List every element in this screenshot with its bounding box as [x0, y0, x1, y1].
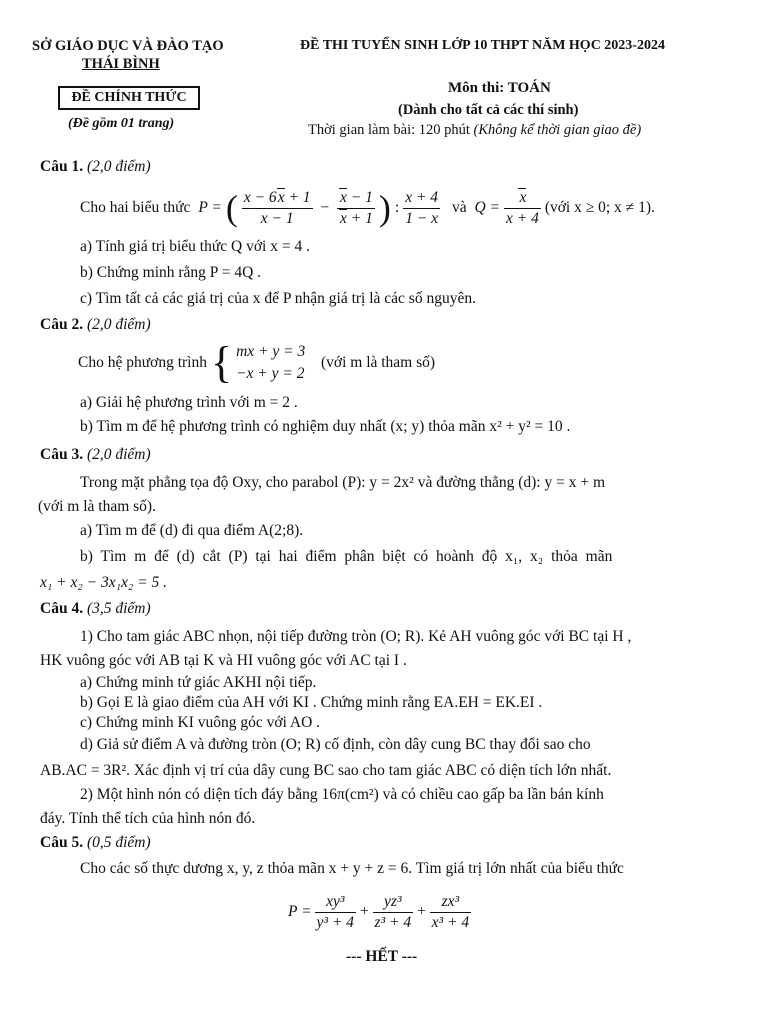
time-label: Thời gian làm bài: 120 phút [308, 122, 470, 138]
q3-heading [40, 446, 151, 464]
q3-points: (2,0 điểm) [86, 446, 151, 463]
q4-part2-line1: 2) Một hình nón có diện tích đáy bằng 16π(cm²) và có chiều cao gấp ba lần bán kính [80, 786, 604, 803]
q4-d-line2: AB.AC = 3R². Xác định vị trí của dây cung BC sao cho tam giác ABC có diện tích lớn nhất. [40, 762, 612, 779]
q1-condition: (với x ≥ 0; x ≠ 1). [544, 199, 655, 216]
q1-title: Câu 1. [40, 158, 84, 175]
q4-d-line1: d) Giả sử điểm A và đường tròn (O; R) cố định, còn dây cung BC thay đổi sao cho [80, 736, 591, 753]
q4-a: a) Chứng minh tứ giác AKHI nội tiếp. [80, 674, 317, 691]
q1-and: và [451, 199, 467, 216]
q3-b-line2: x₁ + x₂ − 3x₁x₂ = 5 . [40, 574, 167, 591]
q5-frac3: $\frac{\text{zx³}}{\text{x³ + 4}}$ [431, 892, 470, 931]
q4-part1-line2: HK vuông góc với AB tại K và HI vuông góc với AC tại I . [40, 652, 407, 669]
q1-intro: Cho hai biểu thức [80, 199, 191, 216]
q2-b: b) Tìm m để hệ phương trình có nghiệm duy nhất (x; y) thỏa mãn x² + y² = 10 . [80, 418, 571, 435]
q4-points: (3,5 điểm) [86, 600, 151, 617]
exam-title: ĐỀ THI TUYỂN SINH LỚP 10 THPT NĂM HỌC 2023-2024 [300, 38, 665, 53]
time-note: (Không kể thời gian giao đề) [473, 122, 642, 138]
audience: (Dành cho tất cả các thí sinh) [398, 102, 579, 118]
time-line [308, 122, 641, 139]
q2-heading [40, 316, 151, 334]
q2-eq2: −x + y = 2 [236, 365, 305, 382]
q4-part2-line2: đáy. Tính thể tích của hình nón đó. [40, 810, 256, 827]
q4-b: b) Gọi E là giao điểm của AH với KI . Chứng minh rằng EA.EH = EK.EI . [80, 694, 543, 711]
q3-title: Câu 3. [40, 446, 84, 463]
q3-b-line1: b) Tìm m để (d) cắt (P) tại hai điểm phân biệt có hoành độ x₁, x₂ thỏa mãn [80, 548, 613, 565]
q5-heading [40, 834, 151, 852]
q5-points: (0,5 điểm) [86, 834, 151, 851]
q1-frac-q: $\frac{x}{x + 4}$ [505, 188, 539, 227]
end-marker: --- HẾT --- [346, 948, 418, 965]
q2-intro: Cho hệ phương trình [78, 354, 207, 371]
q4-part1-line1: 1) Cho tam giác ABC nhọn, nội tiếp đường tròn (O; R). Kẻ AH vuông góc với BC tại H , [80, 628, 632, 645]
q4-heading [40, 600, 151, 618]
q2-title: Câu 2. [40, 316, 84, 333]
q1-frac1: $\frac{x - 6x + 1}{x - 1}$ [243, 188, 311, 227]
subject: Môn thi: TOÁN [448, 80, 551, 96]
q2-param-note: (với m là tham số) [320, 354, 436, 371]
q1-b: b) Chứng minh rằng P = 4Q . [80, 264, 262, 281]
q4-c: c) Chứng minh KI vuông góc với AO . [80, 714, 321, 731]
q4-title: Câu 4. [40, 600, 84, 617]
q2-system: Cho hệ phương trình { mx + y = 3 −x + y = 2 (với m là tham số) [78, 338, 436, 387]
q1-expression: Cho hai biểu thức P = ( $\frac{x - 6x + 1}{x - 1}$ − $\frac{x - 1}{x + 1}$ ) : $\frac{x + 4}{1 - x}$ và Q = $\frac{x}{x + 4}$ (với x ≥ 0; x ≠ 1). [80, 188, 655, 228]
province-name: THÁI BÌNH [82, 56, 160, 72]
department-name: SỞ GIÁO DỤC VÀ ĐÀO TẠO [32, 38, 224, 54]
q2-points: (2,0 điểm) [86, 316, 151, 333]
q3-intro-line2: (với m là tham số). [38, 498, 156, 515]
q2-eq1: mx + y = 3 [236, 343, 306, 360]
q2-a: a) Giải hệ phương trình với m = 2 . [80, 394, 298, 411]
q3-a: a) Tìm m để (d) đi qua điểm A(2;8). [80, 522, 304, 539]
pages-note: (Đề gồm 01 trang) [68, 116, 175, 131]
q5-frac2: $\frac{\text{yz³}}{\text{z³ + 4}}$ [374, 892, 412, 931]
q1-frac2: $\frac{x - 1}{x + 1}$ [337, 188, 375, 229]
q1-points: (2,0 điểm) [86, 158, 151, 175]
q3-intro-line1: Trong mặt phẳng tọa độ Oxy, cho parabol (P): y = 2x² và đường thẳng (d): y = x + m [80, 474, 606, 491]
q1-a: a) Tính giá trị biểu thức Q với x = 4 . [80, 238, 310, 255]
q5-expression: P = $\frac{\text{xy³}}{\text{y³ + 4}}$ + $\frac{\text{yz³}}{\text{z³ + 4}}$ + $\frac{\text{zx³}}{\text{x³ + 4}}$ [288, 892, 470, 931]
q5-title: Câu 5. [40, 834, 84, 851]
q5-intro: Cho các số thực dương x, y, z thỏa mãn x + y + z = 6. Tìm giá trị lớn nhất của biểu thức [80, 860, 624, 877]
q1-frac3: $\frac{x + 4}{1 - x}$ [405, 188, 439, 227]
q1-heading [40, 158, 151, 176]
q1-c: c) Tìm tất cả các giá trị của x để P nhận giá trị là các số nguyên. [80, 290, 476, 307]
official-label: ĐỀ CHÍNH THỨC [58, 86, 200, 110]
q5-frac1: $\frac{\text{xy³}}{\text{y³ + 4}}$ [316, 892, 355, 931]
